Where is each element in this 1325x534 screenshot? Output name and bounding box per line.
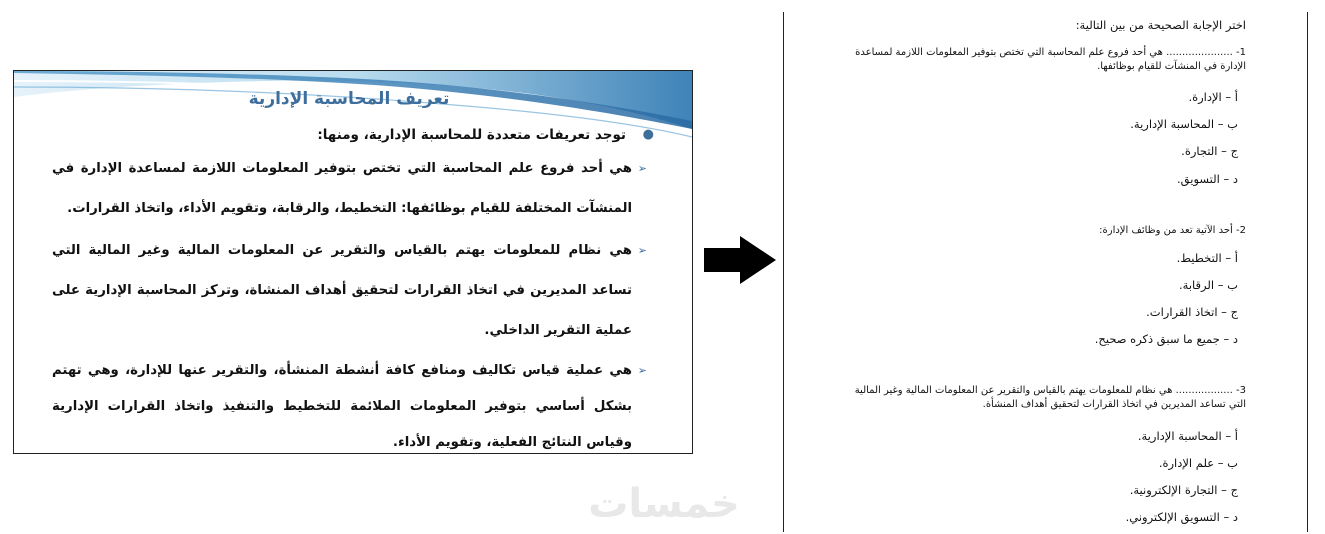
chevron-bullet-icon: ➢ xyxy=(637,162,647,175)
chevron-bullet-icon: ➢ xyxy=(637,244,647,257)
question-text: 2- أحد الآتية تعد من وظائف الإدارة: xyxy=(1099,225,1246,236)
slide-intro-text: توجد تعريفات متعددة للمحاسبة الإدارية، ومنها: xyxy=(317,127,626,143)
divider-line xyxy=(783,12,784,532)
answer-option: ب – المحاسبة الإدارية. xyxy=(1130,117,1238,131)
slide-title: تعريف المحاسبة الإدارية xyxy=(248,89,450,109)
answer-option: ج – اتخاذ القرارات. xyxy=(1146,305,1238,319)
definition-item xyxy=(52,231,647,351)
right-arrow-icon xyxy=(704,236,776,284)
answer-option: ب – الرقابة. xyxy=(1179,278,1238,292)
watermark-logo: خمسات xyxy=(588,481,740,527)
question-text: 1- ..................... هي أحد فروع علم المحاسبة التي تختص بتوفير المعلومات اللازمة لمساعدة الإدارة في المنشآت للقيام بوظائفها. xyxy=(855,47,1246,72)
definition-text: هي عملية قياس تكاليف ومنافع كافة أنشطة المنشأة، والتقرير عنها للإدارة، وهي تهتم بشكل أساسي بتوفير المعلومات الملائمة للتخطيط والتنفيذ واتخاذ القرارات الإدارية وقياس النتائج الفعلية، وتقويم الأداء. xyxy=(52,363,632,450)
answer-option: ج – التجارة الإلكترونية. xyxy=(1129,483,1238,497)
answer-option: أ – التخطيط. xyxy=(1176,251,1238,265)
definition-item xyxy=(52,149,647,229)
quiz-heading: اختر الإجابة الصحيحة من بين التالية: xyxy=(1075,18,1246,32)
divider-line xyxy=(1307,12,1308,532)
definition-text: هي أحد فروع علم المحاسبة التي تختص بتوفير المعلومات اللازمة لمساعدة الإدارة في المنشآت المختلفة للقيام بوظائفها: التخطيط، والرقابة، وتقويم الأداء، واتخاذ القرارات. xyxy=(52,161,632,216)
definition-text: هي نظام للمعلومات يهتم بالقياس والتقرير عن المعلومات المالية وغير المالية التي تساعد المديرين في اتخاذ القرارات لتحقيق أهداف المنشاة، وتركز المحاسبة الإدارية على عملية التقرير الداخلي. xyxy=(52,243,632,338)
answer-option: د – التسويق الإلكتروني. xyxy=(1125,510,1238,524)
answer-option: ب – علم الإدارة. xyxy=(1158,456,1238,470)
answer-option: أ – المحاسبة الإدارية. xyxy=(1137,429,1238,443)
answer-option: د – جميع ما سبق ذكره صحيح. xyxy=(1094,332,1238,346)
chevron-bullet-icon: ➢ xyxy=(637,364,647,377)
slide-frame xyxy=(13,70,693,454)
slide-body xyxy=(52,123,654,454)
definition-item xyxy=(52,353,647,454)
answer-option: د – التسويق. xyxy=(1177,172,1238,186)
bullet-icon: ● xyxy=(642,127,654,142)
slide-intro xyxy=(52,123,654,147)
question-text: 3- .................. هي نظام للمعلومات يهتم بالقياس والتقرير عن المعلومات المالية وغير المالية التي تساعد المديرين في اتخاذ القرارات لتحقيق أهداف المنشأة. xyxy=(854,385,1246,410)
answer-option: أ – الإدارة. xyxy=(1188,90,1238,104)
answer-option: ج – التجارة. xyxy=(1181,144,1238,158)
